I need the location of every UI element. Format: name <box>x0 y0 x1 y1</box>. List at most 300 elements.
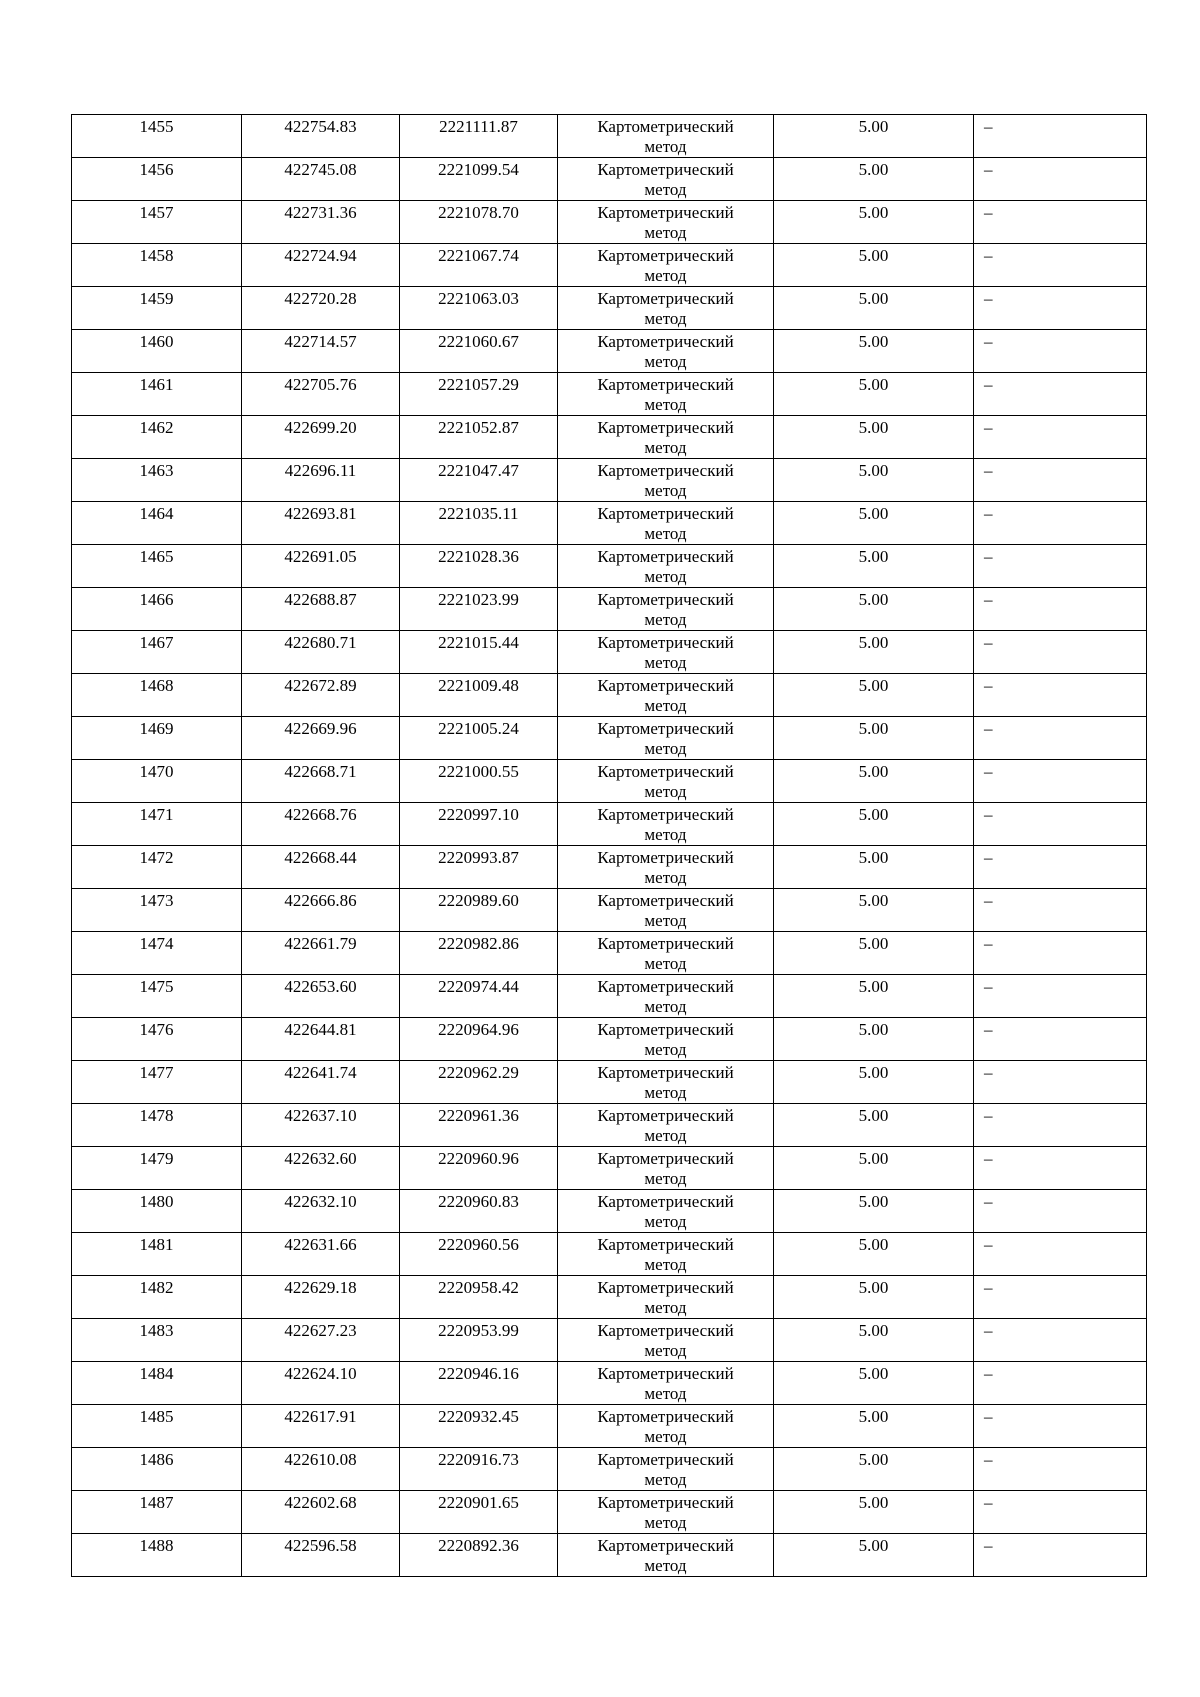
point-number-cell <box>72 373 242 416</box>
accuracy-text: 5.00 <box>858 1278 889 1297</box>
x-coordinate-cell <box>242 416 400 459</box>
table-row <box>72 717 1147 760</box>
accuracy-text: 5.00 <box>858 891 889 910</box>
note-cell <box>974 1147 1147 1190</box>
method-line1-text: Картометрический <box>597 1536 734 1555</box>
accuracy-text: 5.00 <box>858 762 889 781</box>
x-coordinate-cell <box>242 1061 400 1104</box>
accuracy-text: 5.00 <box>858 1364 889 1383</box>
accuracy-text: 5.00 <box>858 1235 889 1254</box>
point-number-cell <box>72 803 242 846</box>
accuracy-text: 5.00 <box>858 1106 889 1125</box>
y-coordinate-cell <box>400 244 558 287</box>
note-text: – <box>984 719 993 738</box>
x-coordinate-cell <box>242 803 400 846</box>
accuracy-text: 5.00 <box>858 504 889 523</box>
x-text: 422631.66 <box>284 1235 357 1254</box>
method-line2-text: метод <box>644 1427 687 1446</box>
note-text: – <box>984 1063 993 1082</box>
note-cell <box>974 1319 1147 1362</box>
note-cell <box>974 244 1147 287</box>
table-row <box>72 1104 1147 1147</box>
accuracy-text: 5.00 <box>858 461 889 480</box>
accuracy-cell <box>774 1018 974 1061</box>
method-cell <box>558 244 774 287</box>
point-number-cell <box>72 459 242 502</box>
y-text: 2221047.47 <box>438 461 519 480</box>
method-line1-text: Картометрический <box>597 418 734 437</box>
point-number-cell <box>72 1104 242 1147</box>
y-text: 2221015.44 <box>438 633 519 652</box>
table-row <box>72 244 1147 287</box>
note-text: – <box>984 1020 993 1039</box>
y-text: 2220960.56 <box>438 1235 519 1254</box>
y-coordinate-cell <box>400 803 558 846</box>
x-coordinate-cell <box>242 1018 400 1061</box>
n-text: 1477 <box>139 1063 174 1082</box>
n-text: 1481 <box>139 1235 174 1254</box>
point-number-cell <box>72 1018 242 1061</box>
method-cell <box>558 158 774 201</box>
note-cell <box>974 1405 1147 1448</box>
table-row <box>72 803 1147 846</box>
accuracy-cell <box>774 545 974 588</box>
note-text: – <box>984 418 993 437</box>
x-text: 422720.28 <box>284 289 357 308</box>
table-row <box>72 1491 1147 1534</box>
method-cell <box>558 1405 774 1448</box>
note-cell <box>974 115 1147 158</box>
method-line2-text: метод <box>644 739 687 758</box>
x-text: 422610.08 <box>284 1450 357 1469</box>
method-cell <box>558 846 774 889</box>
method-line1-text: Картометрический <box>597 289 734 308</box>
n-text: 1474 <box>139 934 174 953</box>
method-line1-text: Картометрический <box>597 1063 734 1082</box>
method-line2-text: метод <box>644 911 687 930</box>
method-line1-text: Картометрический <box>597 1493 734 1512</box>
y-coordinate-cell <box>400 1018 558 1061</box>
y-coordinate-cell <box>400 588 558 631</box>
y-text: 2220946.16 <box>438 1364 519 1383</box>
method-cell <box>558 201 774 244</box>
method-line2-text: метод <box>644 1212 687 1231</box>
y-coordinate-cell <box>400 416 558 459</box>
point-number-cell <box>72 631 242 674</box>
note-text: – <box>984 848 993 867</box>
x-text: 422627.23 <box>284 1321 357 1340</box>
method-line2-text: метод <box>644 997 687 1016</box>
method-line1-text: Картометрический <box>597 891 734 910</box>
method-line2-text: метод <box>644 524 687 543</box>
point-number-cell <box>72 1362 242 1405</box>
y-text: 2220961.36 <box>438 1106 519 1125</box>
table-row <box>72 588 1147 631</box>
point-number-cell <box>72 1147 242 1190</box>
n-text: 1465 <box>139 547 174 566</box>
coordinates-table <box>71 114 1147 1577</box>
method-cell <box>558 287 774 330</box>
x-coordinate-cell <box>242 373 400 416</box>
note-cell <box>974 1104 1147 1147</box>
y-coordinate-cell <box>400 1147 558 1190</box>
accuracy-cell <box>774 1104 974 1147</box>
method-line1-text: Картометрический <box>597 461 734 480</box>
accuracy-cell <box>774 674 974 717</box>
x-coordinate-cell <box>242 115 400 158</box>
table-row <box>72 1405 1147 1448</box>
y-text: 2221067.74 <box>438 246 519 265</box>
note-text: – <box>984 117 993 136</box>
point-number-cell <box>72 1491 242 1534</box>
method-line2-text: метод <box>644 1169 687 1188</box>
note-text: – <box>984 1149 993 1168</box>
note-text: – <box>984 633 993 652</box>
x-coordinate-cell <box>242 1448 400 1491</box>
accuracy-cell <box>774 1405 974 1448</box>
method-line2-text: метод <box>644 653 687 672</box>
accuracy-text: 5.00 <box>858 848 889 867</box>
accuracy-cell <box>774 1534 974 1577</box>
note-cell <box>974 1491 1147 1534</box>
x-text: 422632.60 <box>284 1149 357 1168</box>
method-line1-text: Картометрический <box>597 934 734 953</box>
x-text: 422668.44 <box>284 848 357 867</box>
x-coordinate-cell <box>242 330 400 373</box>
table-row <box>72 1190 1147 1233</box>
point-number-cell <box>72 1190 242 1233</box>
method-line1-text: Картометрический <box>597 590 734 609</box>
y-text: 2220960.83 <box>438 1192 519 1211</box>
method-line1-text: Картометрический <box>597 1149 734 1168</box>
accuracy-text: 5.00 <box>858 418 889 437</box>
note-text: – <box>984 203 993 222</box>
y-coordinate-cell <box>400 889 558 932</box>
y-coordinate-cell <box>400 674 558 717</box>
point-number-cell <box>72 158 242 201</box>
table-row <box>72 1018 1147 1061</box>
method-line2-text: метод <box>644 868 687 887</box>
x-text: 422699.20 <box>284 418 357 437</box>
n-text: 1482 <box>139 1278 174 1297</box>
table-row <box>72 416 1147 459</box>
x-text: 422668.76 <box>284 805 357 824</box>
y-coordinate-cell <box>400 1491 558 1534</box>
note-cell <box>974 932 1147 975</box>
note-cell <box>974 502 1147 545</box>
table-row <box>72 1448 1147 1491</box>
y-text: 2220962.29 <box>438 1063 519 1082</box>
method-line2-text: метод <box>644 1126 687 1145</box>
y-coordinate-cell <box>400 1405 558 1448</box>
x-text: 422637.10 <box>284 1106 357 1125</box>
note-text: – <box>984 1493 993 1512</box>
table-row <box>72 373 1147 416</box>
accuracy-cell <box>774 631 974 674</box>
accuracy-cell <box>774 1276 974 1319</box>
x-coordinate-cell <box>242 674 400 717</box>
note-text: – <box>984 1106 993 1125</box>
y-text: 2220958.42 <box>438 1278 519 1297</box>
accuracy-text: 5.00 <box>858 1407 889 1426</box>
method-line1-text: Картометрический <box>597 375 734 394</box>
x-text: 422705.76 <box>284 375 357 394</box>
x-text: 422688.87 <box>284 590 357 609</box>
note-text: – <box>984 246 993 265</box>
method-line1-text: Картометрический <box>597 1364 734 1383</box>
method-line1-text: Картометрический <box>597 1192 734 1211</box>
point-number-cell <box>72 330 242 373</box>
note-cell <box>974 674 1147 717</box>
method-line2-text: метод <box>644 352 687 371</box>
method-line1-text: Картометрический <box>597 1020 734 1039</box>
note-text: – <box>984 805 993 824</box>
accuracy-text: 5.00 <box>858 1020 889 1039</box>
method-line1-text: Картометрический <box>597 1407 734 1426</box>
x-coordinate-cell <box>242 1405 400 1448</box>
accuracy-cell <box>774 846 974 889</box>
method-line1-text: Картометрический <box>597 332 734 351</box>
n-text: 1468 <box>139 676 174 695</box>
method-line2-text: метод <box>644 223 687 242</box>
method-line1-text: Картометрический <box>597 977 734 996</box>
table-body <box>72 115 1147 1577</box>
y-text: 2220982.86 <box>438 934 519 953</box>
y-coordinate-cell <box>400 502 558 545</box>
method-cell <box>558 1534 774 1577</box>
n-text: 1484 <box>139 1364 174 1383</box>
note-cell <box>974 846 1147 889</box>
point-number-cell <box>72 502 242 545</box>
y-text: 2221060.67 <box>438 332 519 351</box>
accuracy-text: 5.00 <box>858 160 889 179</box>
accuracy-text: 5.00 <box>858 934 889 953</box>
n-text: 1458 <box>139 246 174 265</box>
method-line2-text: метод <box>644 1556 687 1575</box>
y-text: 2220964.96 <box>438 1020 519 1039</box>
table-row <box>72 545 1147 588</box>
accuracy-text: 5.00 <box>858 1493 889 1512</box>
accuracy-cell <box>774 1319 974 1362</box>
x-text: 422672.89 <box>284 676 357 695</box>
accuracy-text: 5.00 <box>858 246 889 265</box>
method-line1-text: Картометрический <box>597 805 734 824</box>
y-coordinate-cell <box>400 1061 558 1104</box>
n-text: 1469 <box>139 719 174 738</box>
accuracy-cell <box>774 588 974 631</box>
y-coordinate-cell <box>400 631 558 674</box>
n-text: 1460 <box>139 332 174 351</box>
point-number-cell <box>72 1276 242 1319</box>
n-text: 1471 <box>139 805 174 824</box>
note-cell <box>974 1448 1147 1491</box>
accuracy-cell <box>774 1448 974 1491</box>
accuracy-text: 5.00 <box>858 1149 889 1168</box>
n-text: 1487 <box>139 1493 174 1512</box>
accuracy-cell <box>774 459 974 502</box>
point-number-cell <box>72 1448 242 1491</box>
accuracy-text: 5.00 <box>858 977 889 996</box>
method-line2-text: метод <box>644 137 687 156</box>
x-coordinate-cell <box>242 1233 400 1276</box>
accuracy-text: 5.00 <box>858 1321 889 1340</box>
accuracy-text: 5.00 <box>858 805 889 824</box>
accuracy-cell <box>774 416 974 459</box>
method-line2-text: метод <box>644 1341 687 1360</box>
note-cell <box>974 889 1147 932</box>
point-number-cell <box>72 1534 242 1577</box>
x-text: 422629.18 <box>284 1278 357 1297</box>
accuracy-cell <box>774 115 974 158</box>
method-cell <box>558 975 774 1018</box>
x-coordinate-cell <box>242 846 400 889</box>
accuracy-text: 5.00 <box>858 1536 889 1555</box>
method-cell <box>558 1233 774 1276</box>
note-cell <box>974 1233 1147 1276</box>
accuracy-cell <box>774 932 974 975</box>
accuracy-cell <box>774 287 974 330</box>
table-row <box>72 201 1147 244</box>
y-coordinate-cell <box>400 1448 558 1491</box>
method-line2-text: метод <box>644 696 687 715</box>
note-text: – <box>984 934 993 953</box>
note-cell <box>974 1190 1147 1233</box>
x-coordinate-cell <box>242 1491 400 1534</box>
x-coordinate-cell <box>242 502 400 545</box>
x-text: 422693.81 <box>284 504 357 523</box>
point-number-cell <box>72 1319 242 1362</box>
y-text: 2221000.55 <box>438 762 519 781</box>
method-line1-text: Картометрический <box>597 1106 734 1125</box>
n-text: 1478 <box>139 1106 174 1125</box>
y-coordinate-cell <box>400 1319 558 1362</box>
method-cell <box>558 1491 774 1534</box>
table-row <box>72 330 1147 373</box>
y-text: 2221052.87 <box>438 418 519 437</box>
method-cell <box>558 373 774 416</box>
accuracy-cell <box>774 1233 974 1276</box>
note-text: – <box>984 1321 993 1340</box>
note-text: – <box>984 676 993 695</box>
y-text: 2220892.36 <box>438 1536 519 1555</box>
x-text: 422641.74 <box>284 1063 357 1082</box>
method-line2-text: метод <box>644 309 687 328</box>
n-text: 1475 <box>139 977 174 996</box>
x-text: 422653.60 <box>284 977 357 996</box>
method-line1-text: Картометрический <box>597 676 734 695</box>
accuracy-cell <box>774 1362 974 1405</box>
x-coordinate-cell <box>242 201 400 244</box>
accuracy-text: 5.00 <box>858 289 889 308</box>
method-cell <box>558 1362 774 1405</box>
accuracy-cell <box>774 803 974 846</box>
y-coordinate-cell <box>400 1276 558 1319</box>
y-text: 2221063.03 <box>438 289 519 308</box>
table-row <box>72 459 1147 502</box>
note-text: – <box>984 1536 993 1555</box>
method-line2-text: метод <box>644 1384 687 1403</box>
y-text: 2221023.99 <box>438 590 519 609</box>
method-line1-text: Картометрический <box>597 1321 734 1340</box>
x-coordinate-cell <box>242 459 400 502</box>
x-text: 422666.86 <box>284 891 357 910</box>
x-text: 422632.10 <box>284 1192 357 1211</box>
note-text: – <box>984 461 993 480</box>
y-text: 2220953.99 <box>438 1321 519 1340</box>
note-cell <box>974 373 1147 416</box>
method-line2-text: метод <box>644 567 687 586</box>
note-text: – <box>984 891 993 910</box>
note-text: – <box>984 1364 993 1383</box>
method-cell <box>558 1190 774 1233</box>
x-coordinate-cell <box>242 1276 400 1319</box>
accuracy-text: 5.00 <box>858 590 889 609</box>
method-line2-text: метод <box>644 610 687 629</box>
table-row <box>72 932 1147 975</box>
y-coordinate-cell <box>400 1362 558 1405</box>
y-coordinate-cell <box>400 975 558 1018</box>
accuracy-text: 5.00 <box>858 117 889 136</box>
y-text: 2221009.48 <box>438 676 519 695</box>
method-line1-text: Картометрический <box>597 504 734 523</box>
method-line2-text: метод <box>644 1513 687 1532</box>
n-text: 1463 <box>139 461 174 480</box>
y-text: 2221111.87 <box>439 117 518 136</box>
method-line2-text: метод <box>644 481 687 500</box>
note-text: – <box>984 289 993 308</box>
n-text: 1488 <box>139 1536 174 1555</box>
accuracy-text: 5.00 <box>858 719 889 738</box>
note-cell <box>974 803 1147 846</box>
point-number-cell <box>72 1061 242 1104</box>
y-text: 2220916.73 <box>438 1450 519 1469</box>
x-text: 422691.05 <box>284 547 357 566</box>
note-cell <box>974 588 1147 631</box>
note-cell <box>974 330 1147 373</box>
method-cell <box>558 1061 774 1104</box>
table-row <box>72 889 1147 932</box>
x-text: 422754.83 <box>284 117 357 136</box>
note-text: – <box>984 1235 993 1254</box>
y-text: 2221028.36 <box>438 547 519 566</box>
y-coordinate-cell <box>400 459 558 502</box>
y-text: 2220993.87 <box>438 848 519 867</box>
x-coordinate-cell <box>242 588 400 631</box>
n-text: 1464 <box>139 504 174 523</box>
y-coordinate-cell <box>400 1233 558 1276</box>
x-coordinate-cell <box>242 545 400 588</box>
accuracy-text: 5.00 <box>858 1450 889 1469</box>
x-text: 422596.58 <box>284 1536 357 1555</box>
n-text: 1476 <box>139 1020 174 1039</box>
accuracy-cell <box>774 373 974 416</box>
y-text: 2220901.65 <box>438 1493 519 1512</box>
method-line1-text: Картометрический <box>597 719 734 738</box>
method-line2-text: метод <box>644 1470 687 1489</box>
method-cell <box>558 674 774 717</box>
point-number-cell <box>72 588 242 631</box>
method-line2-text: метод <box>644 954 687 973</box>
note-text: – <box>984 1450 993 1469</box>
note-cell <box>974 545 1147 588</box>
note-text: – <box>984 762 993 781</box>
x-text: 422745.08 <box>284 160 357 179</box>
table-row <box>72 1319 1147 1362</box>
x-coordinate-cell <box>242 760 400 803</box>
y-coordinate-cell <box>400 1190 558 1233</box>
n-text: 1459 <box>139 289 174 308</box>
method-cell <box>558 588 774 631</box>
